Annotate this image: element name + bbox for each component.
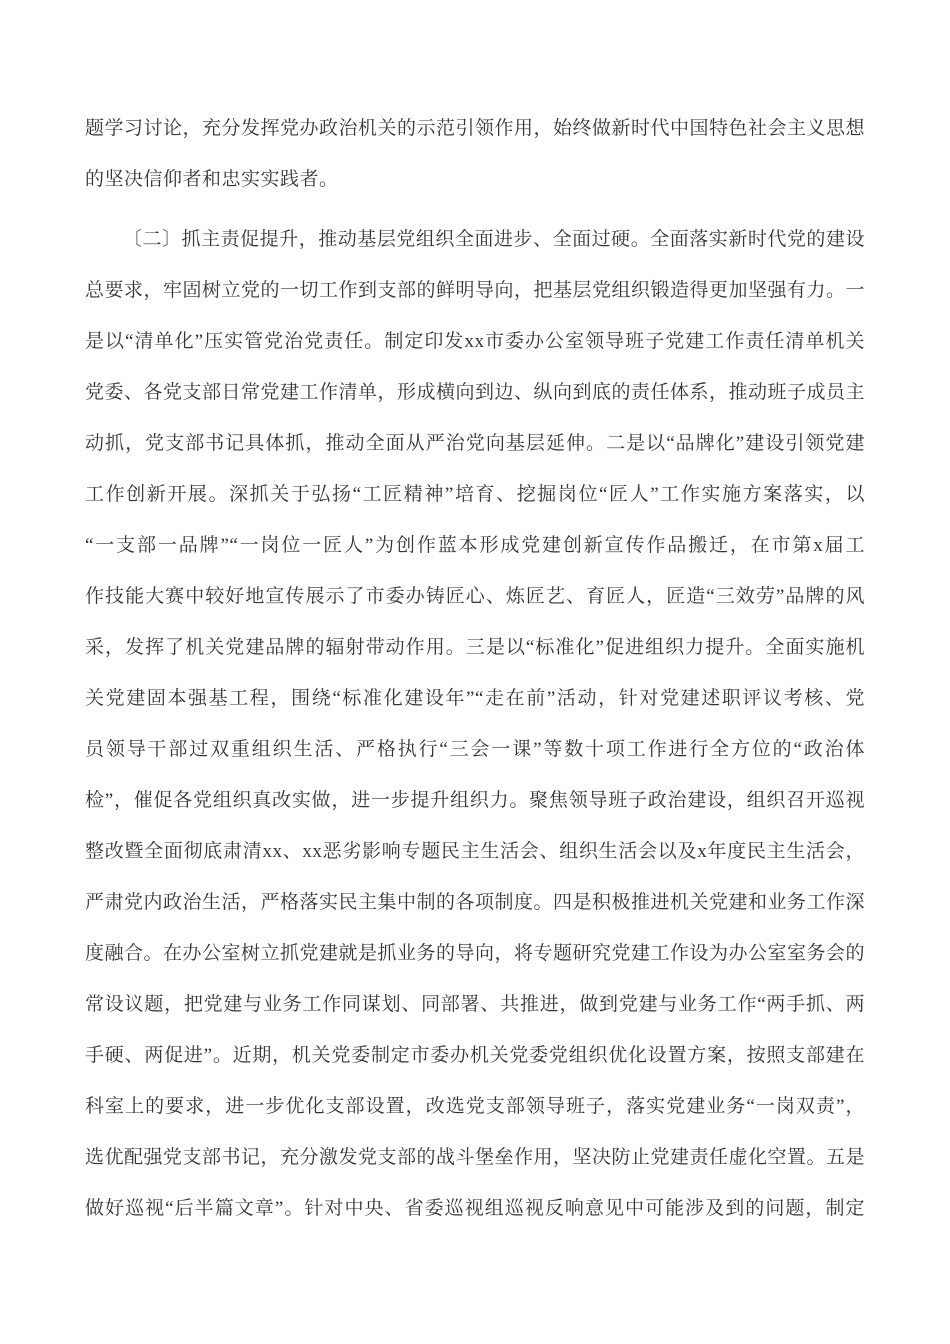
- text-line: 做好巡视“后半篇文章”。针对中央、省委巡视组巡视反响意见中可能涉及到的问题，制定: [85, 1198, 865, 1219]
- text-line: 题学习讨论，充分发挥党办政治机关的示范引领作用，始终做新时代中国特色社会主义思想: [85, 118, 865, 139]
- text-line: 总要求，牢固树立党的一切工作到支部的鲜明导向，把基层党组织锻造得更加坚强有力。一: [85, 280, 865, 301]
- text-line: 科室上的要求，进一步优化支部设置，改选党支部领导班子，落实党建业务“一岗双责”，: [85, 1096, 865, 1117]
- text-line: 〔二〕抓主责促提升，推动基层党组织全面进步、全面过硬。全面落实新时代党的建设: [123, 229, 865, 250]
- text-line: 度融合。在办公室树立抓党建就是抓业务的导向，将专题研究党建工作设为办公室室务会的: [85, 943, 865, 964]
- document-paragraph: [85, 214, 865, 1234]
- text-line: 严肃党内政治生活，严格落实民主集中制的各项制度。四是积极推进机关党建和业务工作深: [85, 892, 865, 913]
- text-line: 关党建固本强基工程，围绕“标准化建设年”“走在前”活动，针对党建述职评议考核、党: [85, 688, 865, 709]
- text-line: 动抓，党支部书记具体抓，推动全面从严治党向基层延伸。二是以“品牌化”建设引领党建: [85, 433, 865, 454]
- text-line: 整改暨全面彻底肃清xx、xx恶劣影响专题民主生活会、组织生活会以及x年度民主生活会，: [85, 841, 865, 862]
- text-line: 员领导干部过双重组织生活、严格执行“三会一课”等数十项工作进行全方位的“政治体: [85, 739, 865, 760]
- text-line: 常设议题，把党建与业务工作同谋划、同部署、共推进，做到党建与业务工作“两手抓、两: [85, 994, 865, 1015]
- text-line: 检”，催促各党组织真改实做，进一步提升组织力。聚焦领导班子政治建设，组织召开巡视: [85, 790, 865, 811]
- document-body: [85, 103, 865, 1234]
- text-line: 手硬、两促进”。近期，机关党委制定市委办机关党委党组织优化设置方案，按照支部建在: [85, 1045, 865, 1066]
- text-line: 选优配强党支部书记，充分激发党支部的战斗堡垒作用，坚决防止党建责任虚化空置。五是: [85, 1147, 865, 1168]
- text-line: 采，发挥了机关党建品牌的辐射带动作用。三是以“标准化”促进组织力提升。全面实施机: [85, 637, 865, 658]
- text-line: 是以“清单化”压实管党治党责任。制定印发xx市委办公室领导班子党建工作责任清单机关: [85, 331, 865, 352]
- text-line: 作技能大赛中较好地宣传展示了市委办铸匠心、炼匠艺、育匠人，匠造“三效劳”品牌的风: [85, 586, 865, 607]
- document-paragraph: [85, 103, 865, 205]
- text-line: 工作创新开展。深抓关于弘扬“工匠精神”培育、挖掘岗位“匠人”工作实施方案落实，以: [85, 484, 865, 505]
- text-line: 党委、各党支部日常党建工作清单，形成横向到边、纵向到底的责任体系，推动班子成员主: [85, 382, 865, 403]
- text-line: “一支部一品牌”“一岗位一匠人”为创作蓝本形成党建创新宣传作品搬迁，在市第x届工: [85, 535, 865, 556]
- text-line: 的坚决信仰者和忠实实践者。: [85, 169, 339, 190]
